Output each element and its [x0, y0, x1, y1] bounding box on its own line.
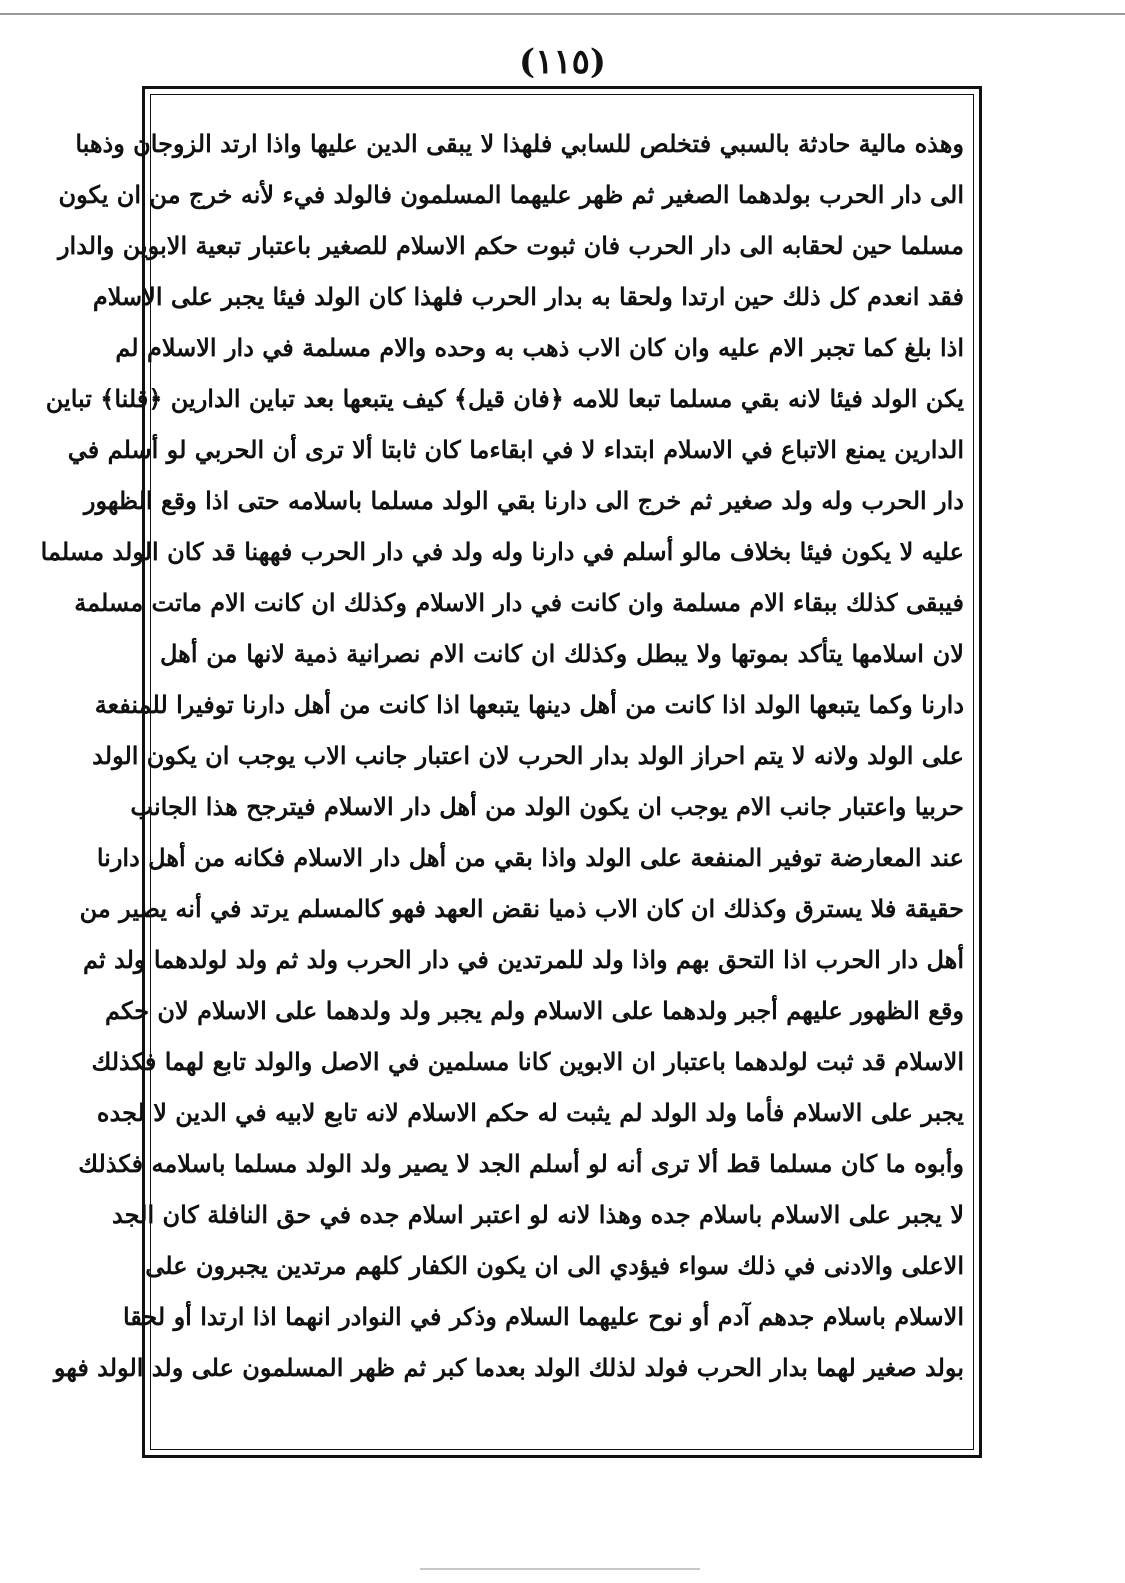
text-line: عليه لا يكون فيئا بخلاف مالو أسلم في دارنا وله ولد في دار الحرب فههنا قد كان الولد مسلما	[40, 537, 964, 566]
body-text	[40, 118, 964, 1393]
page-number: (١١٥)	[519, 42, 606, 82]
text-line: فقد انعدم كل ذلك حين ارتدا ولحقا به بدار الحرب فلهذا كان الولد فيئا يجبر على الاسلام	[92, 282, 964, 311]
text-line: اذا بلغ كما تجبر الام عليه وان كان الاب ذهب به وحده والام مسلمة في دار الاسلام لم	[115, 333, 964, 362]
text-line: دار الحرب وله ولد صغير ثم خرج الى دارنا بقي الولد مسلما باسلامه حتى اذا وقع الظهور	[83, 486, 964, 515]
text-line: بولد صغير لهما بدار الحرب فولد لذلك الولد بعدما كبر ثم ظهر المسلمون على ولد الولد فهو	[53, 1353, 964, 1382]
text-line: لا يجبر على الاسلام باسلام جده وهذا لانه لو اعتبر اسلام جده في حق النافلة كان الجد	[112, 1200, 964, 1229]
top-edge-rule	[0, 13, 1125, 15]
text-line: أهل دار الحرب اذا التحق بهم واذا ولد للمرتدين في دار الحرب ولد ثم ولد لولدهما ولد ثم	[83, 945, 964, 974]
text-line: وهذه مالية حادثة بالسبي فتخلص للسابي فلهذا لا يبقى الدين عليها واذا ارتد الزوجان وذهبا	[75, 129, 964, 158]
text-line: فيبقى كذلك ببقاء الام مسلمة وان كانت في دار الاسلام وكذلك ان كانت الام ماتت مسلمة	[74, 588, 964, 617]
text-line: يجبر على الاسلام فأما ولد الولد لم يثبت له حكم الاسلام لانه تابع لابيه في الدين لا لجده	[96, 1098, 964, 1127]
text-line: مسلما حين لحقابه الى دار الحرب فان ثبوت حكم الاسلام للصغير باعتبار تبعية الابوين والدار	[57, 231, 964, 260]
bottom-edge-rule	[420, 1568, 700, 1570]
text-line: الدارين يمنع الاتباع في الاسلام ابتداء لا في ابقاءما كان ثابتا ألا ترى أن الحربي لو أسلم في	[67, 435, 964, 464]
text-line: على الولد ولانه لا يتم احراز الولد بدار الحرب لان اعتبار جانب الاب يوجب ان يكون الولد	[92, 741, 964, 770]
text-line: الاسلام قد ثبت لولدهما باعتبار ان الابوين كانا مسلمين في الاصل والولد تابع لهما فكذلك	[91, 1047, 964, 1076]
text-line: وأبوه ما كان مسلما قط ألا ترى أنه لو أسلم الجد لا يصير ولد الولد مسلما باسلامه فكذلك	[78, 1149, 964, 1178]
text-line: دارنا وكما يتبعها الولد اذا كانت من أهل دينها يتبعها اذا كانت من أهل دارنا توفيرا للمنفعة	[94, 690, 964, 719]
text-line: لان اسلامها يتأكد بموتها ولا يبطل وكذلك ان كانت الام نصرانية ذمية لانها من أهل	[160, 639, 964, 668]
text-line: عند المعارضة توفير المنفعة على الولد واذا بقي من أهل دار الاسلام فكانه من أهل دارنا	[96, 843, 964, 872]
text-line: حربيا واعتبار جانب الام يوجب ان يكون الولد من أهل دار الاسلام فيترجح هذا الجانب	[130, 792, 964, 821]
text-line: الى دار الحرب بولدهما الصغير ثم ظهر عليهما المسلمون فالولد فيء لأنه خرج من ان يكون	[58, 180, 964, 209]
text-line: وقع الظهور عليهم أجبر ولدهما على الاسلام ولم يجبر ولد ولدهما على الاسلام لان حكم	[105, 996, 964, 1025]
text-line: يكن الولد فيئا لانه بقي مسلما تبعا للامه ﴿فان قيل﴾ كيف يتبعها بعد تباين الدارين ﴿قلنا﴾ تباين	[45, 384, 964, 413]
text-line: الاعلى والادنى في ذلك سواء فيؤدي الى ان يكون الكفار كلهم مرتدين يجبرون على	[145, 1251, 964, 1280]
text-line: الاسلام باسلام جدهم آدم أو نوح عليهما السلام وذكر في النوادر انهما اذا ارتدا أو لحقا	[122, 1302, 964, 1331]
text-line: حقيقة فلا يسترق وكذلك ان كان الاب ذميا نقض العهد فهو كالمسلم يرتد في أنه يصير من	[79, 894, 964, 923]
